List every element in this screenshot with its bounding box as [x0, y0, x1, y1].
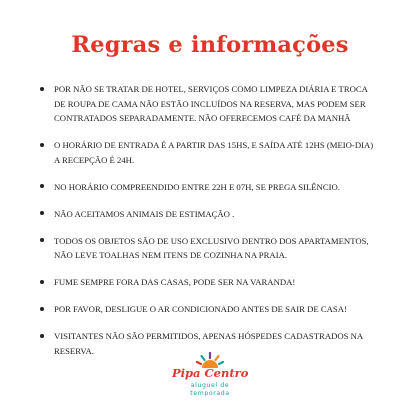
list-item: [40, 302, 380, 317]
bullet-icon: [40, 184, 44, 188]
brand-tagline-line1: aluguel de: [190, 382, 230, 389]
rule-text: TODOS OS OBJETOS SÃO DE USO EXCLUSIVO DENTRO DOS APARTAMENTOS, NÃO LEVE TOALHAS NEM ITENS DE COZINHA NA PRAIA.: [54, 235, 369, 260]
bullet-icon: [40, 280, 44, 284]
list-item: [40, 180, 380, 195]
brand-tagline-line2: temporada: [190, 390, 230, 397]
bullet-icon: [40, 143, 44, 147]
bullet-icon: [40, 307, 44, 311]
list-item: [40, 207, 380, 222]
brand-name: Pipa Centro: [172, 366, 249, 380]
rule-text: FUME SEMPRE FORA DAS CASAS, PODE SER NA VARANDA!: [54, 277, 296, 287]
list-item: [40, 138, 380, 167]
list-item: [40, 234, 380, 263]
bullet-icon: [40, 211, 44, 215]
bullet-icon: [40, 238, 44, 242]
rules-list: [40, 82, 380, 371]
rule-text: POR NÃO SE TRATAR DE HOTEL, SERVIÇOS COMO LIMPEZA DIÁRIA E TROCA DE ROUPA DE CAMA NÃO ESTÃO INCLUÍDOS NA RESERVA, MAS PODEM SER CONTRATADOS SEPARADAMENTE. NÃO OFERECEMOS CAFÉ DA MANHÃ: [54, 84, 368, 123]
rule-text: VISITANTES NÃO SÃO PERMITIDOS, APENAS HÓSPEDES CADASTRADOS NA RESERVA.: [54, 331, 363, 356]
rule-text: NÃO ACEITAMOS ANIMAIS DE ESTIMAÇÃO .: [54, 208, 235, 219]
list-item: [40, 82, 380, 126]
bullet-icon: [40, 87, 44, 91]
rule-text: O HORÁRIO DE ENTRADA É A PARTIR DAS 15HS, E SAÍDA ATÉ 12HS (MEIO-DIA) A RECEPÇÃO É 24H.: [54, 140, 374, 165]
pipa-centro-logo: [172, 352, 248, 414]
page-title: Regras e informações: [71, 32, 349, 58]
bullet-icon: [40, 334, 44, 338]
rule-text: POR FAVOR, DESLIGUE O AR CONDICIONADO ANTES DE SAIR DE CASA!: [54, 304, 347, 314]
list-item: [40, 275, 380, 290]
rule-text: NO HORÁRIO COMPREENDIDO ENTRE 22H E 07H, SE PREGA SILÊNCIO.: [54, 181, 340, 192]
